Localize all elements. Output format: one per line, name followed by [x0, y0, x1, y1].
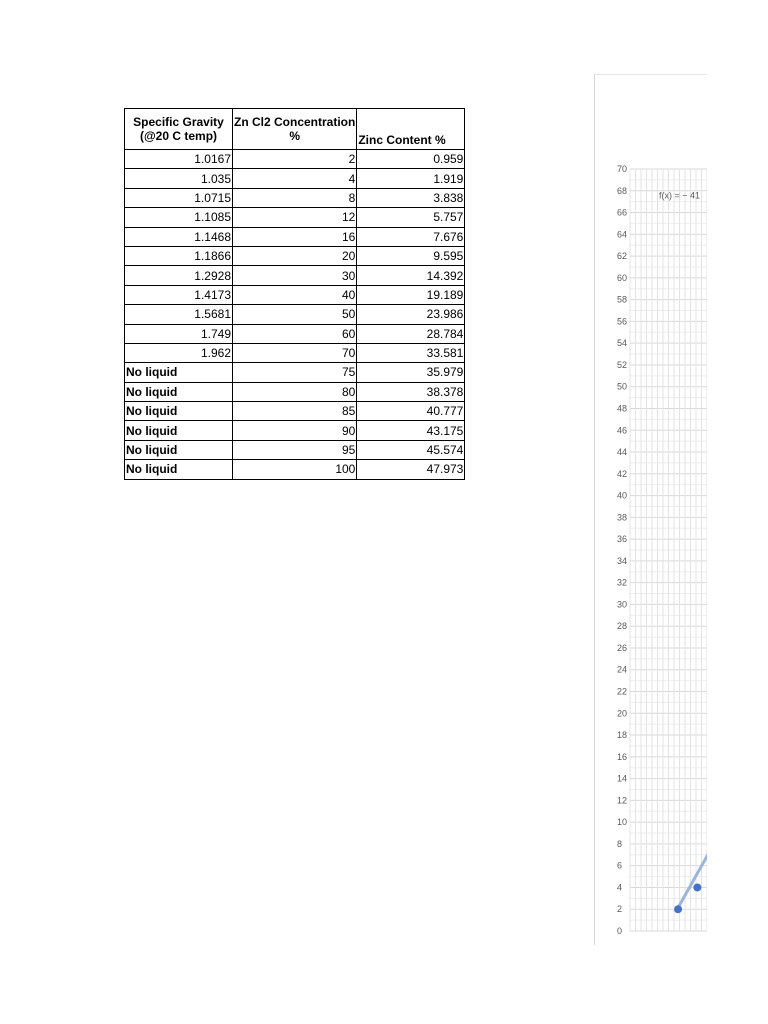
cell-concentration: 12 — [233, 208, 357, 227]
y-tick-label: 44 — [617, 447, 628, 458]
cell-specific-gravity: 1.035 — [125, 169, 233, 188]
table-row — [125, 343, 465, 362]
data-point[interactable] — [693, 883, 701, 891]
cell-concentration: 50 — [233, 305, 357, 324]
y-tick-label: 34 — [617, 555, 628, 566]
table-header-row — [125, 109, 465, 150]
y-tick-label: 10 — [617, 817, 628, 828]
table-row — [125, 246, 465, 265]
cell-zinc-content: 47.973 — [357, 460, 465, 479]
cell-concentration: 20 — [233, 246, 357, 265]
cell-zinc-content: 9.595 — [357, 246, 465, 265]
y-tick-label: 52 — [617, 359, 628, 370]
cell-concentration: 95 — [233, 440, 357, 459]
table-row — [125, 285, 465, 304]
table-row — [125, 169, 465, 188]
cell-concentration: 30 — [233, 266, 357, 285]
cell-specific-gravity: No liquid — [125, 402, 233, 421]
cell-concentration: 100 — [233, 460, 357, 479]
cell-zinc-content: 35.979 — [357, 363, 465, 382]
table-row — [125, 305, 465, 324]
cell-specific-gravity: 1.5681 — [125, 305, 233, 324]
cell-zinc-content: 19.189 — [357, 285, 465, 304]
y-tick-label: 2 — [617, 904, 623, 915]
table-row — [125, 460, 465, 479]
header-specific-gravity: Specific Gravity (@20 C temp) — [125, 109, 233, 150]
trendline — [676, 853, 707, 912]
table-row — [125, 150, 465, 169]
cell-concentration: 75 — [233, 363, 357, 382]
cell-specific-gravity: 1.1866 — [125, 246, 233, 265]
y-tick-label: 6 — [617, 860, 623, 871]
table-row — [125, 402, 465, 421]
cell-concentration: 85 — [233, 402, 357, 421]
y-tick-label: 38 — [617, 512, 628, 523]
cell-specific-gravity: No liquid — [125, 363, 233, 382]
chart-gridlines — [630, 169, 707, 931]
header-zinc-content: Zinc Content % — [357, 109, 465, 150]
trendline-segment — [676, 853, 707, 912]
cell-specific-gravity: No liquid — [125, 421, 233, 440]
y-axis-tick-labels — [617, 164, 627, 936]
table-row — [125, 363, 465, 382]
y-tick-label: 32 — [617, 577, 628, 588]
table-row — [125, 382, 465, 401]
y-tick-label: 62 — [617, 251, 628, 262]
y-tick-label: 22 — [617, 686, 628, 697]
y-tick-label: 12 — [617, 795, 628, 806]
cell-specific-gravity: No liquid — [125, 382, 233, 401]
y-tick-label: 40 — [617, 490, 628, 501]
cell-zinc-content: 5.757 — [357, 208, 465, 227]
y-tick-label: 20 — [617, 708, 628, 719]
cell-specific-gravity: 1.1468 — [125, 227, 233, 246]
zinc-chloride-table — [124, 108, 465, 480]
table-row — [125, 266, 465, 285]
cell-zinc-content: 7.676 — [357, 227, 465, 246]
y-tick-label: 30 — [617, 599, 628, 610]
y-tick-label: 60 — [617, 272, 628, 283]
table-row — [125, 188, 465, 207]
cell-specific-gravity: 1.0715 — [125, 188, 233, 207]
y-tick-label: 8 — [617, 838, 623, 849]
y-tick-label: 26 — [617, 642, 628, 653]
y-tick-label: 48 — [617, 403, 628, 414]
data-point[interactable] — [674, 905, 682, 913]
cell-specific-gravity: No liquid — [125, 460, 233, 479]
cell-zinc-content: 23.986 — [357, 305, 465, 324]
cell-concentration: 4 — [233, 169, 357, 188]
y-tick-label: 56 — [617, 316, 628, 327]
cell-concentration: 80 — [233, 382, 357, 401]
y-tick-label: 42 — [617, 468, 628, 479]
cell-concentration: 16 — [233, 227, 357, 246]
cell-zinc-content: 40.777 — [357, 402, 465, 421]
cell-specific-gravity: 1.2928 — [125, 266, 233, 285]
table-row — [125, 440, 465, 459]
trendline-equation: f(x) = − 41 — [659, 190, 701, 201]
cell-zinc-content: 43.175 — [357, 421, 465, 440]
cell-concentration: 60 — [233, 324, 357, 343]
y-tick-label: 18 — [617, 730, 628, 741]
y-tick-label: 58 — [617, 294, 628, 305]
cell-zinc-content: 45.574 — [357, 440, 465, 459]
y-tick-label: 68 — [617, 185, 628, 196]
cell-zinc-content: 14.392 — [357, 266, 465, 285]
cell-specific-gravity: 1.749 — [125, 324, 233, 343]
y-tick-label: 50 — [617, 381, 628, 392]
cell-specific-gravity: 1.4173 — [125, 285, 233, 304]
cell-zinc-content: 0.959 — [357, 150, 465, 169]
y-tick-label: 24 — [617, 664, 628, 675]
y-tick-label: 16 — [617, 751, 628, 762]
scatter-chart — [595, 75, 707, 945]
cell-specific-gravity: No liquid — [125, 440, 233, 459]
y-tick-label: 4 — [617, 882, 623, 893]
cell-specific-gravity: 1.0167 — [125, 150, 233, 169]
cell-specific-gravity: 1.962 — [125, 343, 233, 362]
table-row — [125, 421, 465, 440]
header-zncl2-concentration: Zn Cl2 Concentration % — [233, 109, 357, 150]
cell-concentration: 70 — [233, 343, 357, 362]
y-tick-label: 54 — [617, 338, 628, 349]
y-tick-label: 0 — [617, 926, 623, 936]
table-row — [125, 324, 465, 343]
cell-concentration: 90 — [233, 421, 357, 440]
cell-specific-gravity: 1.1085 — [125, 208, 233, 227]
cell-zinc-content: 3.838 — [357, 188, 465, 207]
y-tick-label: 14 — [617, 773, 628, 784]
y-tick-label: 46 — [617, 425, 628, 436]
table-row — [125, 208, 465, 227]
y-tick-label: 64 — [617, 229, 628, 240]
cell-zinc-content: 38.378 — [357, 382, 465, 401]
cell-zinc-content: 28.784 — [357, 324, 465, 343]
cell-zinc-content: 33.581 — [357, 343, 465, 362]
y-tick-label: 66 — [617, 207, 628, 218]
y-tick-label: 70 — [617, 164, 628, 174]
y-tick-label: 36 — [617, 534, 628, 545]
y-tick-label: 28 — [617, 621, 628, 632]
cell-zinc-content: 1.919 — [357, 169, 465, 188]
cell-concentration: 8 — [233, 188, 357, 207]
cell-concentration: 40 — [233, 285, 357, 304]
cell-concentration: 2 — [233, 150, 357, 169]
table-row — [125, 227, 465, 246]
chart-panel[interactable] — [594, 74, 707, 945]
